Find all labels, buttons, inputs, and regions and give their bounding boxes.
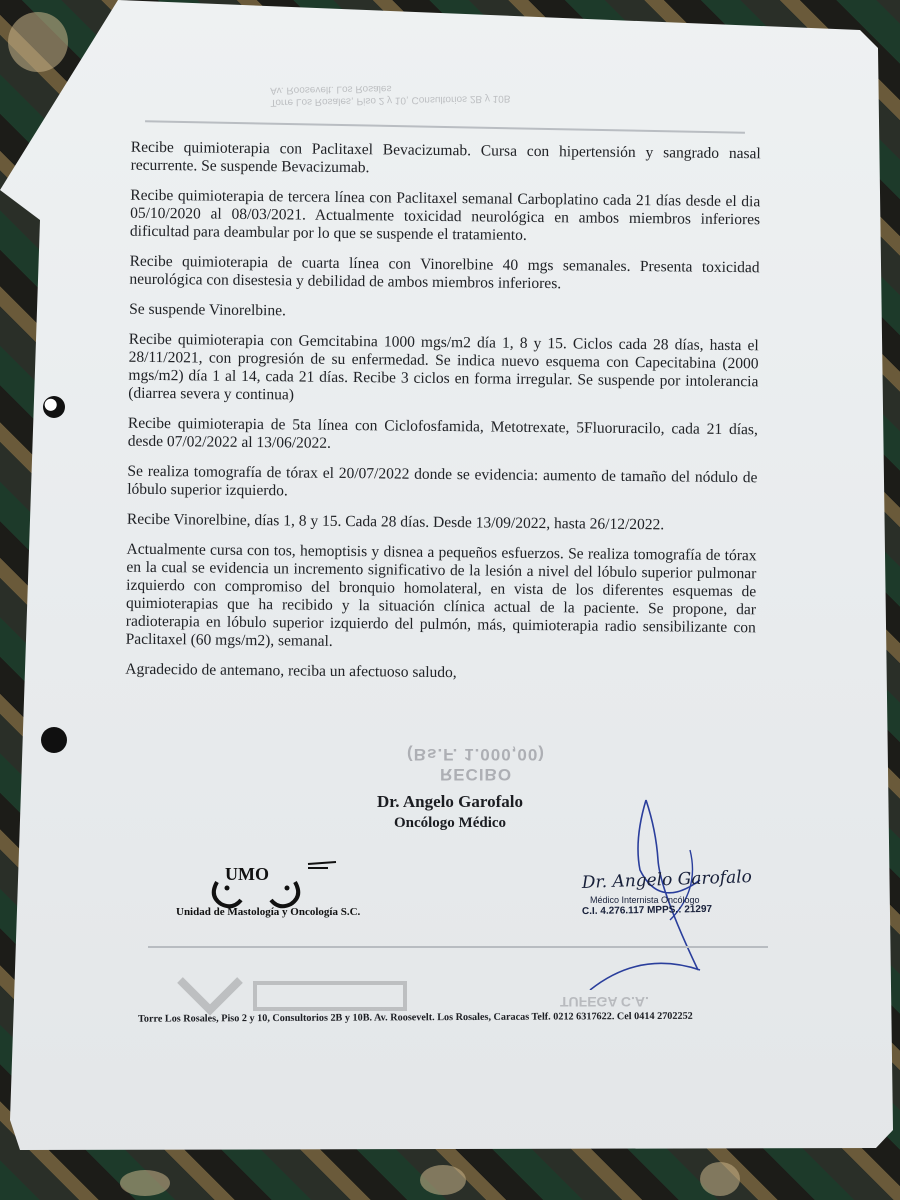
- fabric-pattern: [8, 12, 68, 72]
- paragraph: Actualmente cursa con tos, hemoptisis y disnea a pequeños esfuerzos. Se realiza tomografía de tórax en la cual se evidencia un incremento significativo de la lesión a nivel del lóbulo superior pulmonar izquierdo con compromiso del bronquio homolateral, en vista de los diferentes esquemas de quimioterapias que ha recibido y la situación clínica actual de la paciente. Se propone, dar radioterapia en lóbulo superior izquierdo del pulmón, más, quimioterapia radio sensibilizante con Paclitaxel (60 mgs/m2), semanal.: [125, 540, 757, 650]
- signatory-title: Oncólogo Médico: [393, 815, 507, 831]
- paragraph: Recibe quimioterapia de 5ta línea con Ciclofosfamida, Metotrexate, 5Fluoruracilo, cada 21 días, desde 07/02/2022 al 13/06/2022.: [127, 414, 758, 452]
- paragraph: Recibe quimioterapia con Gemcitabina 1000 mgs/m2 día 1, 8 y 15. Ciclos cada 28 días, hasta el 28/11/2021, con progresión de su enfermedad. Se indica nuevo esquema con Capecitabina (2000 mgs/m2) día 1 al 14, cada 21 días. Recibe 3 ciclos en forma irregular. Se suspende por intolerancia (diarrea severa y continua): [128, 330, 759, 404]
- signatory-name: Dr. Angelo Garofalo: [377, 792, 523, 811]
- paragraph: Se suspende Vinorelbine.: [129, 300, 286, 320]
- stamp-handwritten-name: Dr. Angelo Garofalo: [581, 867, 753, 893]
- bleed-through-footer: TUFEGA C.A.: [560, 994, 649, 1010]
- fabric-pattern: [700, 1162, 740, 1196]
- address-footer: Torre Los Rosales, Piso 2 y 10, Consultorios 2B y 10B. Av. Roosevelt. Los Rosales, Caracas Telf. 0212 6317622. Cel 0414 2702252: [137, 1010, 693, 1025]
- punch-hole: [41, 727, 67, 753]
- paragraph: Recibe Vinorelbine, días 1, 8 y 15. Cada 28 días. Desde 13/09/2022, hasta 26/12/2022.: [126, 510, 665, 534]
- paragraph: Recibe quimioterapia de cuarta línea con Vinorelbine 40 mgs semanales. Presenta toxicidad neurológica con disestesia y debilidad de ambos miembros inferiores.: [129, 252, 760, 293]
- footer-divider: [148, 946, 768, 948]
- paragraph: Recibe quimioterapia de tercera línea con Paclitaxel semanal Carboplatino cada 21 días desde el dia 05/10/2020 al 08/03/2021. Actualmente toxicidad neurológica en ambos miembros inferiores dificultad para deambular por lo que se suspende el tratamiento.: [129, 186, 761, 244]
- bleed-through-receipt: RECIBO (Bs.F. 1.000,00): [407, 745, 545, 784]
- bleed-through-header: Torre Los Rosales, Piso 2 y 10, Consultorios 2B y 10B Av. Roosevelt. Los Rosales: [270, 82, 511, 108]
- letter-body: [125, 139, 761, 698]
- stamp-id: C.I. 4.276.117 MPPS.: 21297: [581, 903, 713, 918]
- paragraph: Se realiza tomografía de tórax el 20/07/2022 donde se evidencia: aumento de tamaño del nódulo de lóbulo superior izquierdo.: [127, 462, 758, 500]
- paragraph: Recibe quimioterapia con Paclitaxel Bevacizumab. Cursa con hipertensión y sangrado nasal recurrente. Se suspende Bevacizumab.: [130, 138, 761, 177]
- logo-acronym: UMO: [225, 864, 269, 884]
- closing-line: Agradecido de antemano, reciba un afectuoso saludo,: [125, 660, 457, 682]
- punch-hole: [43, 396, 65, 418]
- fabric-pattern: [420, 1165, 466, 1195]
- stamp-specialty: Médico Internista Oncólogo: [590, 895, 700, 905]
- bleed-through-logo: [175, 975, 415, 1017]
- fabric-pattern: [120, 1170, 170, 1196]
- logo-name: Unidad de Mastología y Oncología S.C.: [176, 906, 361, 918]
